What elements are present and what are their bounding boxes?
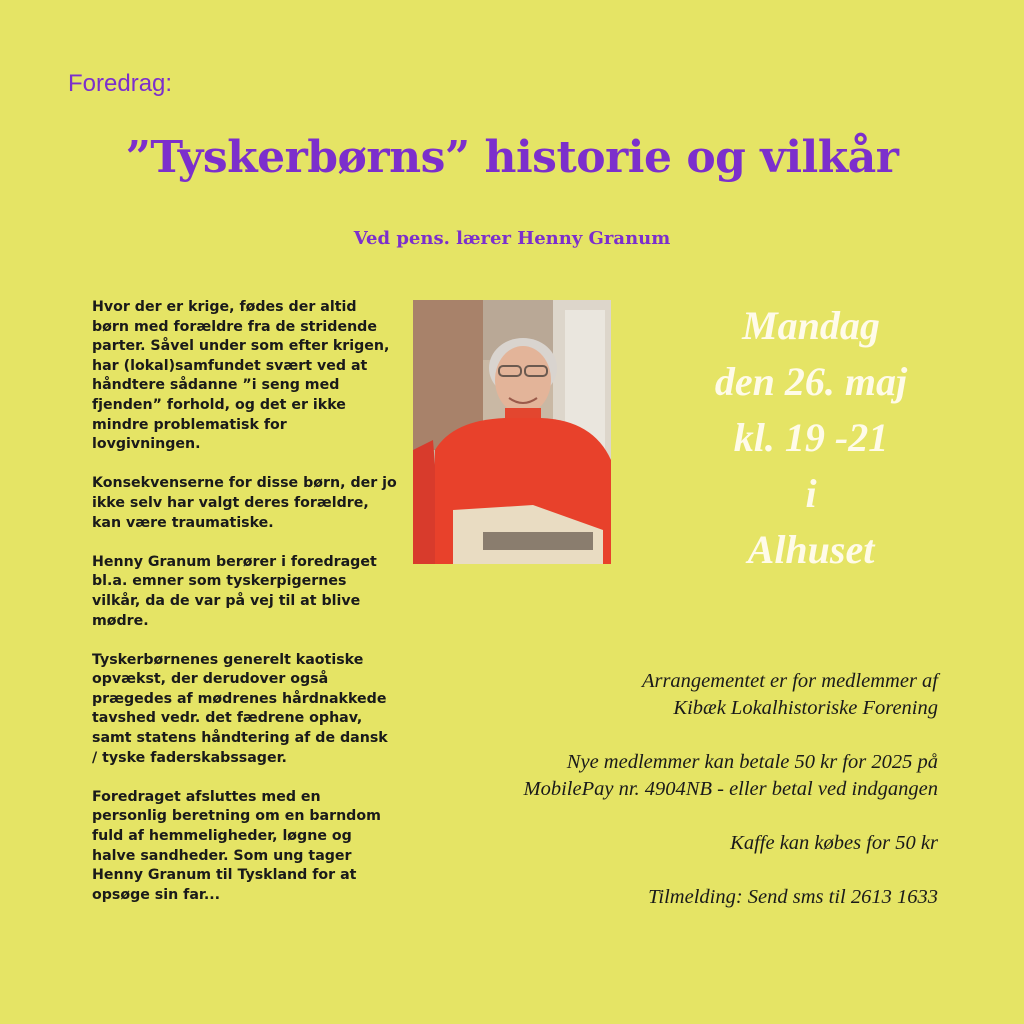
paragraph: Hvor der er krige, fødes der altid børn med forældre fra de stridende parter. Såvel under som efter krigen, har (lokal)samfundet svært ved at håndtere sådanne ”i seng med fjenden” forhold, og det er ikke mindre problematisk for lovgivningen.	[92, 299, 390, 453]
portrait-photo	[413, 300, 611, 564]
members-line: Kibæk Lokalhistoriske Forening	[673, 697, 938, 719]
event-place: Alhuset	[747, 527, 875, 572]
event-preposition: i	[805, 471, 817, 516]
kicker-label: Foredrag:	[68, 70, 173, 97]
page-title: ”Tyskerbørns” historie og vilkår	[125, 132, 899, 183]
coffee-line: Kaffe kan købes for 50 kr	[730, 832, 938, 854]
paragraph: Henny Granum berører i foredraget bl.a. emner som tyskerpigernes vilkår, da de var på vej til at blive mødre.	[92, 553, 377, 629]
description-text	[92, 298, 397, 925]
spacer	[440, 857, 938, 884]
members-line: Arrangementet er for medlemmer af	[641, 670, 938, 692]
speaker-subtitle: Ved pens. lærer Henny Granum	[353, 228, 671, 249]
paragraph: Tyskerbørnenes generelt kaotiske opvækst, der derudover også prægedes af mødrenes hårdnakkede tavshed vedr. det fædrene ophav, samt statens håndtering af de dansk / tyske faderskabssager.	[92, 651, 388, 766]
signup-line: Tilmelding: Send sms til 2613 1633	[648, 886, 938, 908]
paragraph: Foredraget afsluttes med en personlig beretning om en barndom fuld af hemmeligheder, løgne og halve sandheder. Som ung tager Henny Granum til Tyskland for at opsøge sin far...	[92, 788, 381, 903]
event-time: kl. 19 -21	[733, 415, 889, 460]
spacer	[440, 803, 938, 830]
new-members-line: MobilePay nr. 4904NB - eller betal ved indgangen	[523, 778, 938, 800]
paragraph: Konsekvenserne for disse børn, der jo ikke selv har valgt deres forældre, kan være traumatiske.	[92, 475, 397, 531]
practical-info	[440, 668, 938, 911]
event-day: Mandag	[742, 303, 880, 348]
new-members-line: Nye medlemmer kan betale 50 kr for 2025 på	[566, 751, 938, 773]
event-time-place	[680, 298, 942, 578]
event-date: den 26. maj	[714, 359, 908, 404]
spacer	[440, 722, 938, 749]
